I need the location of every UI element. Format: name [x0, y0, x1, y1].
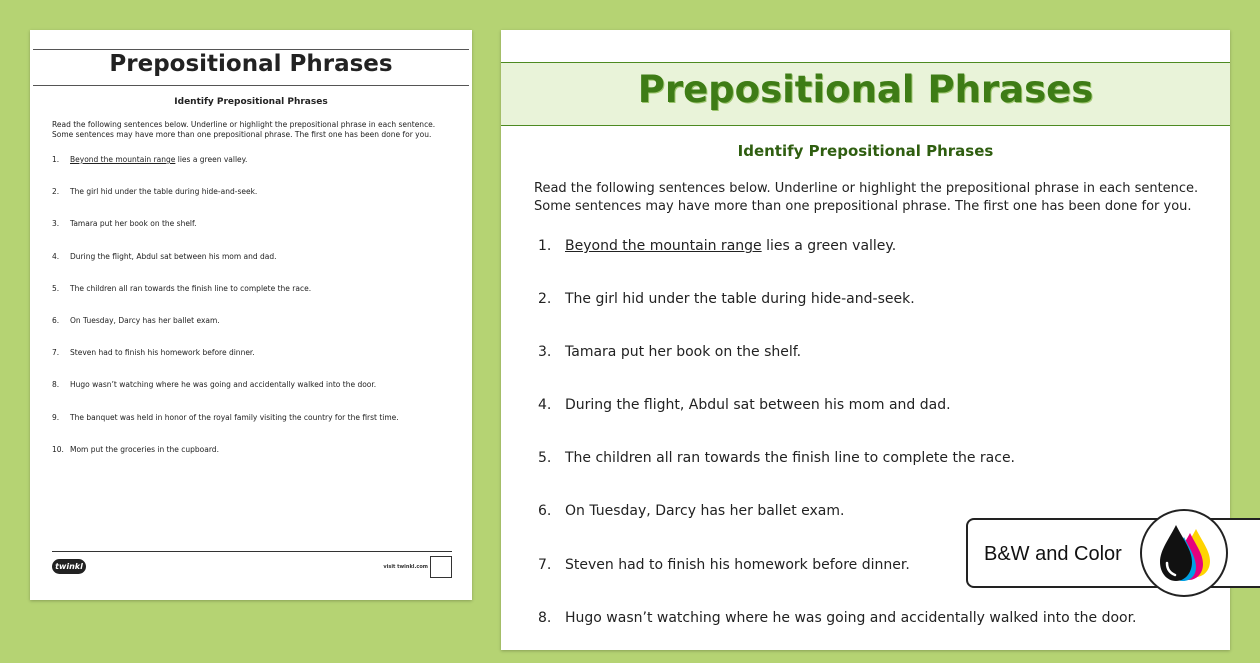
sentence-item: [538, 610, 1137, 663]
sentence-number: 2.: [538, 291, 552, 308]
sentence-number: 8.: [52, 380, 60, 390]
sentence-number: 6.: [52, 315, 60, 325]
sentence-text: The children all ran towards the finish line to complete the race.: [70, 283, 312, 293]
sentence-item: [52, 219, 399, 251]
sentence-text: The children all ran towards the finish line to complete the race.: [565, 450, 1016, 467]
sentence-number: 5.: [52, 283, 60, 293]
footer-url: visit twinkl.com: [383, 564, 428, 570]
ink-drops-icon: [1140, 509, 1228, 597]
sentence-item: [538, 397, 1137, 450]
sentence-text: The banquet was held in honor of the royal family visiting the country for the first time.: [70, 412, 399, 422]
sentence-text: Hugo wasn’t watching where he was going and accidentally walked into the door.: [70, 380, 377, 390]
underlined-phrase: Beyond the mountain range: [565, 238, 762, 254]
sentence-text: Mom put the groceries in the cupboard.: [70, 444, 219, 454]
sentence-text: The girl hid under the table during hide-and-seek.: [70, 187, 258, 197]
sentence-item: [52, 316, 399, 348]
badge-label: B&W and Color: [984, 543, 1122, 565]
sentence-number: 3.: [538, 344, 552, 361]
bw-worksheet: [30, 30, 472, 600]
sentence-number: 3.: [52, 219, 60, 229]
sentence-text: On Tuesday, Darcy has her ballet exam.: [70, 315, 220, 325]
sentence-item: [52, 413, 399, 445]
sentence-item: [538, 238, 1137, 291]
sentence-text: lies a green valley.: [761, 238, 897, 254]
bw-sentence-list: [52, 155, 399, 477]
sentence-number: 5.: [538, 450, 552, 467]
sentence-text: During the flight, Abdul sat between his mom and dad.: [565, 397, 951, 414]
bw-title-top-rule: [33, 49, 469, 50]
underlined-phrase: Beyond the mountain range: [70, 155, 176, 164]
sentence-text: The girl hid under the table during hide-and-seek.: [565, 291, 915, 308]
sentence-item: [52, 187, 399, 219]
sentence-item: [52, 348, 399, 380]
sentence-text: Tamara put her book on the shelf.: [565, 344, 802, 361]
color-page-title: Prepositional Phrases: [637, 68, 1094, 111]
bw-page-subtitle: Identify Prepositional Phrases: [174, 97, 328, 107]
sentence-number: 10.: [52, 444, 64, 454]
sentence-number: 4.: [538, 397, 552, 414]
bw-page-title: Prepositional Phrases: [109, 51, 393, 77]
sentence-item: [538, 344, 1137, 397]
sentence-item: [52, 380, 399, 412]
sentence-text: Steven had to finish his homework before dinner.: [70, 348, 255, 358]
sentence-number: 4.: [52, 251, 60, 261]
sentence-text: Hugo wasn’t watching where he was going and accidentally walked into the door.: [565, 609, 1137, 626]
twinkl-logo: twinkl: [52, 559, 86, 574]
sentence-item: [538, 450, 1137, 503]
sentence-item: [538, 291, 1137, 344]
bw-instructions: Read the following sentences below. Underline or highlight the prepositional phrase in each sentence. Some sentences may have more than one prepositional phrase. The first one has been done for you.: [52, 120, 436, 139]
sentence-item: [52, 155, 399, 187]
quality-stamp-icon: [430, 556, 452, 578]
sentence-text: During the flight, Abdul sat between his mom and dad.: [70, 251, 277, 261]
bw-footer-rule: [52, 551, 452, 552]
sentence-item: [52, 252, 399, 284]
sentence-number: 1.: [52, 155, 60, 164]
sentence-number: 8.: [538, 609, 552, 626]
color-instructions: Read the following sentences below. Underline or highlight the prepositional phrase in each sentence. Some sentences may have more than one prepositional phrase. The first one has been done for you.: [534, 181, 1199, 214]
sentence-text: Tamara put her book on the shelf.: [70, 219, 197, 229]
color-page-subtitle: Identify Prepositional Phrases: [737, 142, 994, 160]
bw-title-bottom-rule: [33, 85, 469, 86]
sentence-number: 2.: [52, 187, 60, 197]
sentence-text: lies a green valley.: [175, 155, 248, 164]
sentence-number: 1.: [538, 238, 552, 254]
sentence-number: 6.: [538, 503, 552, 520]
sentence-number: 7.: [538, 556, 552, 573]
sentence-text: On Tuesday, Darcy has her ballet exam.: [565, 503, 845, 520]
sentence-item: [52, 284, 399, 316]
color-sentence-list: [538, 238, 1137, 663]
sentence-number: 9.: [52, 412, 60, 422]
sentence-text: Steven had to finish his homework before dinner.: [565, 556, 910, 573]
sentence-item: [52, 445, 399, 477]
sentence-number: 7.: [52, 348, 60, 358]
